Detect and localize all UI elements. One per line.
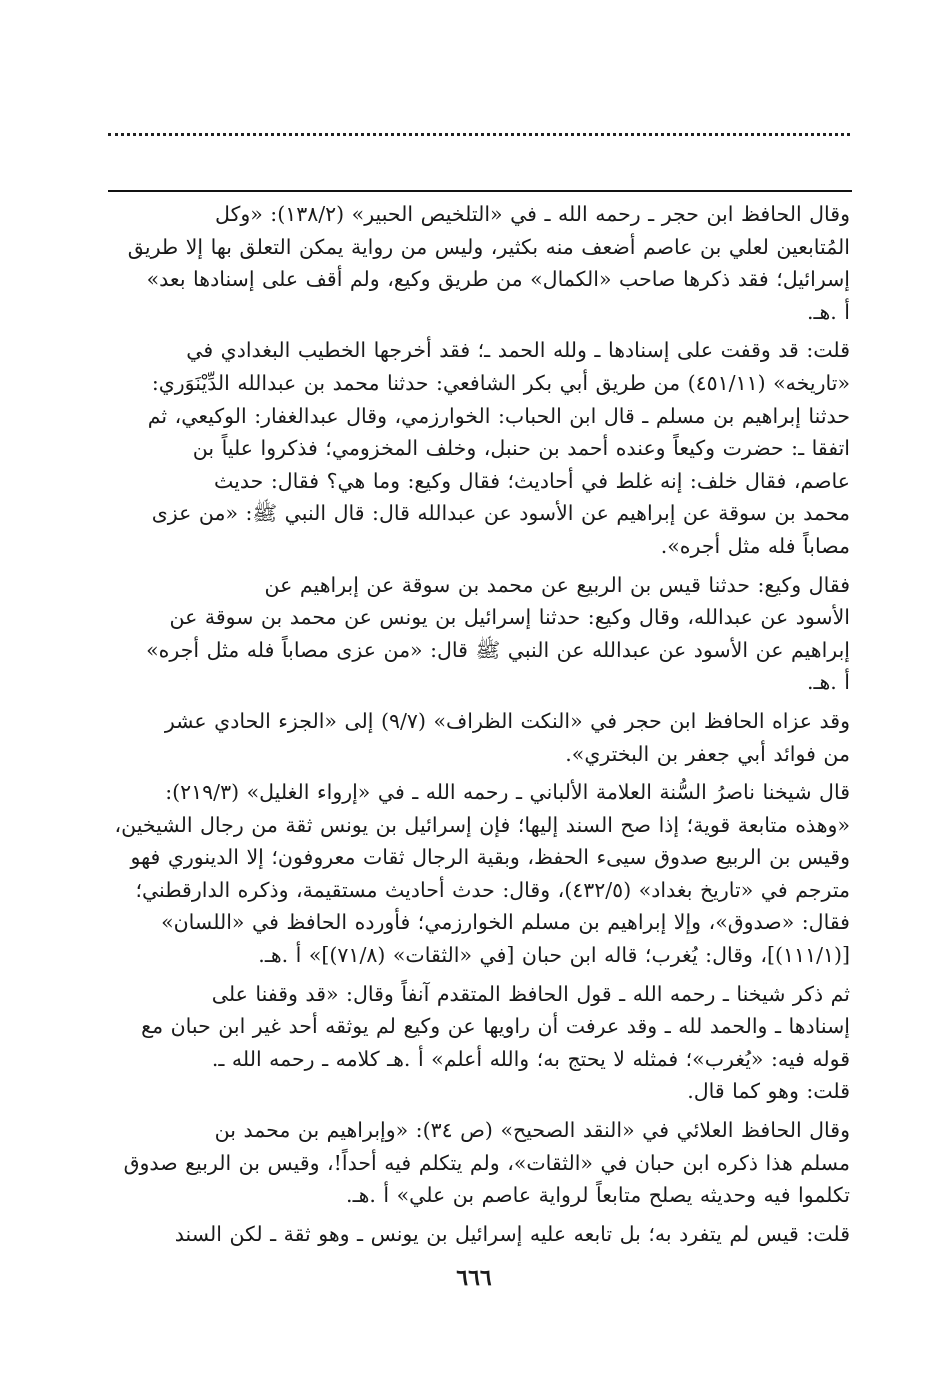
footnote-rule bbox=[108, 190, 852, 192]
text-line: [(١١١/١)]، وقال: يُغرب؛ قاله ابن حبان [في «الثقات» (٧١/٨)]» أ .هـ. bbox=[258, 943, 850, 968]
paragraph bbox=[104, 776, 850, 972]
text-line: محمد بن سوقة عن إبراهيم عن الأسود عن عبدالله قال: قال النبي ﷺ: «من عزى bbox=[151, 501, 850, 526]
text-line: قال شيخنا ناصرُ السُّنة العلامة الألباني ـ رحمه الله ـ في «إرواء الغليل» (٢١٩/٣): bbox=[165, 780, 850, 805]
paragraph bbox=[104, 569, 850, 699]
text-line: قلت: قيس لم يتفرد به؛ بل تابعه عليه إسرائيل بن يونس ـ وهو ثقة ـ لكن السند bbox=[174, 1221, 850, 1246]
text-line: وقيس بن الربيع صدوق سيىء الحفظ، وبقية الرجال ثقات معروفون؛ إلا الدينوري فهو bbox=[130, 845, 850, 870]
text-line: وقال الحافظ ابن حجر ـ رحمه الله ـ في «التلخيص الحبير» (١٣٨/٢): «وكل bbox=[215, 202, 850, 226]
paragraph bbox=[104, 978, 850, 1108]
text-line: فقال وكيع: حدثنا قيس بن الربيع عن محمد بن سوقة عن إبراهيم عن bbox=[264, 572, 850, 597]
text-line: قلت: وهو كما قال. bbox=[687, 1079, 850, 1104]
text-line: أ .هـ. bbox=[806, 670, 850, 695]
text-line: المُتابعين لعلي بن عاصم أضعف منه بكثير، وليس من رواية يمكن التعلق بها إلا طريق bbox=[127, 234, 850, 259]
dotted-separator bbox=[108, 133, 850, 136]
text-line: فقال: «صدوق»، وإلا إبراهيم بن مسلم الخوارزمي؛ فأورده الحافظ في «اللسان» bbox=[161, 910, 850, 935]
paragraph bbox=[104, 1218, 850, 1251]
text-line: ثم ذكر شيخنا ـ رحمه الله ـ قول الحافظ المتقدم آنفاً وقال: «قد وقفنا على bbox=[211, 981, 850, 1006]
paragraph bbox=[104, 334, 850, 562]
text-line: مصاباً فله مثل أجره». bbox=[660, 533, 850, 558]
text-line: إسرائيل؛ فقد ذكرها صاحب «الكمال» من طريق وكيع، ولم أقف على إسنادها بعد» bbox=[146, 267, 850, 292]
text-line: الأسود عن عبدالله، وقال وكيع: حدثنا إسرائيل بن يونس عن محمد بن سوقة عن bbox=[169, 605, 850, 630]
text-line: مترجم في «تاريخ بغداد» (٤٣٢/٥)، وقال: حدث أحاديث مستقيمة، وذكره الدارقطني؛ bbox=[135, 877, 850, 902]
paragraph bbox=[104, 198, 850, 328]
text-line: «تاريخه» (٤٥١/١١) من طريق أبي بكر الشافعي: حدثنا محمد بن عبدالله الدِّيْنَوَري: bbox=[151, 370, 850, 395]
text-line: «وهذه متابعة قوية؛ إذا صح السند إليها؛ فإن إسرائيل بن يونس ثقة من رجال الشيخين، bbox=[114, 812, 850, 837]
text-line: اتفقا ـ: حضرت وكيعاً وعنده أحمد بن حنبل، وخلف المخزومي؛ فذكروا علياً بن bbox=[192, 436, 850, 461]
text-line: من فوائد أبي جعفر بن البختري». bbox=[565, 741, 850, 766]
text-line: قلت: قد وقفت على إسنادها ـ ولله الحمد ـ؛ فقد أخرجها الخطيب البغدادي في bbox=[186, 338, 850, 363]
page-number: ٦٦٦ bbox=[456, 1265, 492, 1291]
text-line: وقد عزاه الحافظ ابن حجر في «النكت الظراف» (٩/٧) إلى «الجزء الحادي عشر bbox=[164, 708, 850, 733]
text-line: عاصم، فقال خلف: إنه غلط في أحاديث؛ فقال وكيع: وما هي؟ فقال: حديث bbox=[214, 468, 850, 493]
text-line: وقال الحافظ العلائي في «النقد الصحيح» (ص ٣٤): «وإبراهيم بن محمد بن bbox=[214, 1118, 850, 1143]
text-line: إبراهيم عن الأسود عن عبدالله عن النبي ﷺ قال: «من عزى مصاباً فله مثل أجره» bbox=[146, 637, 850, 662]
text-line: حدثنا إبراهيم بن مسلم ـ قال ابن الحباب: الخوارزمي، وقال عبدالغفار: الوكيعي، ثم bbox=[147, 403, 850, 428]
text-line: تكلموا فيه وحديثه يصلح متابعاً لرواية عاصم بن علي» أ .هـ. bbox=[346, 1183, 850, 1208]
text-line: مسلم هذا ذكره ابن حبان في «الثقات»، ولم يتكلم فيه أحداً!، وقيس بن الربيع صدوق bbox=[123, 1150, 850, 1175]
paragraph bbox=[104, 705, 850, 770]
text-line: أ .هـ. bbox=[806, 299, 850, 324]
text-line: إسنادها ـ والحمد لله ـ وقد عرفت أن راويها عن وكيع لم يوثقه أحد غير ابن حبان مع bbox=[141, 1014, 850, 1039]
paragraph bbox=[104, 1114, 850, 1212]
main-text bbox=[104, 198, 850, 1250]
text-line: قوله فيه: «يُغرب»؛ فمثله لا يحتج به؛ والله أعلم» أ .هـ كلامه ـ رحمه الله ـ. bbox=[211, 1046, 850, 1071]
